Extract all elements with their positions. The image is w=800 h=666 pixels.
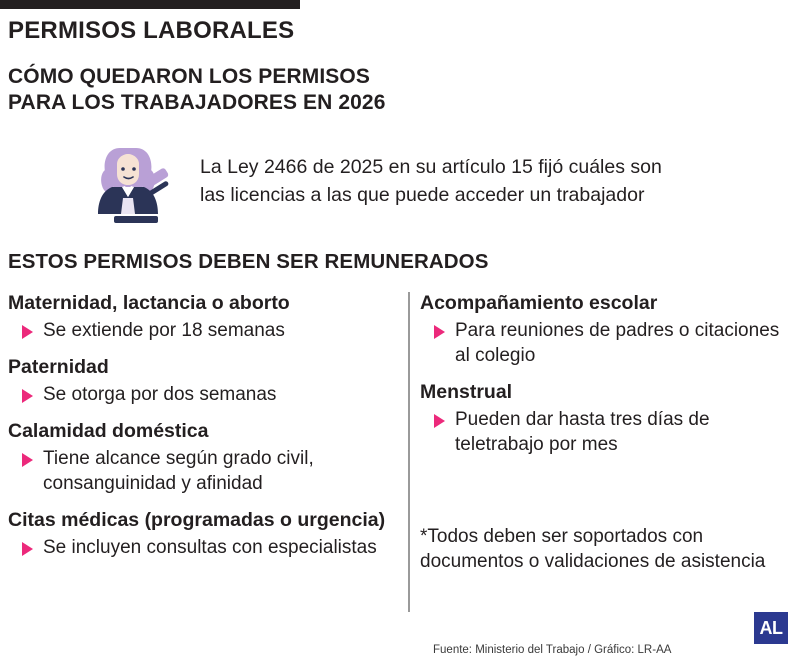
intro-text (200, 140, 662, 209)
permits-column-left (8, 292, 398, 573)
triangle-bullet-icon (434, 325, 445, 339)
permit-bullet (8, 318, 398, 343)
section-title: ESTOS PERMISOS DEBEN SER REMUNERADOS (8, 250, 489, 273)
footnote: *Todos deben ser soportados con documentos o validaciones de asistencia (420, 526, 766, 573)
intro-line-1: La Ley 2466 de 2025 en su artículo 15 fijó cuáles son (200, 156, 662, 178)
page-title (8, 64, 385, 115)
top-accent-bar (0, 0, 300, 9)
permit-title: Acompañamiento escolar (420, 292, 658, 314)
permit-title: Menstrual (420, 381, 513, 404)
permit-bullet-text: Se extiende por 18 semanas (43, 320, 285, 341)
triangle-bullet-icon (22, 453, 33, 467)
column-divider (408, 292, 410, 612)
triangle-bullet-icon (22, 325, 33, 339)
permit-item-citas-medicas (8, 509, 398, 560)
intro-line-2: las licencias a las que puede acceder un trabajador (200, 183, 645, 206)
permit-bullet (420, 407, 792, 457)
judge-gavel-icon (90, 140, 180, 228)
triangle-bullet-icon (22, 389, 33, 403)
permit-bullet-text: Pueden dar hasta tres días de teletrabajo por mes (455, 409, 710, 456)
permit-item-menstrual (420, 381, 792, 457)
permits-columns (8, 292, 792, 656)
permit-bullet (420, 318, 792, 368)
triangle-bullet-icon (22, 542, 33, 556)
permit-bullet-text: Se otorga por dos semanas (43, 384, 277, 406)
permit-item-paternidad (8, 356, 398, 407)
permit-title: Citas médicas (programadas o urgencia) (8, 509, 386, 532)
permit-item-calamidad (8, 420, 398, 496)
kicker-label: PERMISOS LABORALES (8, 17, 295, 44)
permit-bullet-text: Tiene alcance según grado civil, consanguinidad y afinidad (43, 448, 314, 495)
permit-bullet-text: Para reuniones de padres o citaciones al colegio (455, 320, 780, 367)
permit-title: Maternidad, lactancia o aborto (8, 292, 290, 314)
headline-line-2: PARA LOS TRABAJADORES EN 2026 (8, 90, 386, 114)
permit-bullet (8, 446, 398, 496)
permit-bullet (8, 535, 398, 560)
headline-line-1: CÓMO QUEDARON LOS PERMISOS (8, 65, 370, 88)
permit-title: Calamidad doméstica (8, 420, 209, 443)
permit-item-acompanamiento-escolar (420, 292, 792, 368)
triangle-bullet-icon (434, 414, 445, 428)
permits-column-right (420, 292, 792, 470)
source-credit: Fuente: Ministerio del Trabajo / Gráfico: LR-AA (433, 644, 672, 656)
permit-title: Paternidad (8, 356, 109, 379)
publisher-logo: AL (754, 612, 788, 644)
permit-bullet (8, 382, 398, 407)
intro-block (8, 140, 778, 228)
permit-bullet-text: Se incluyen consultas con especialistas (43, 537, 377, 559)
permit-item-maternidad (8, 292, 398, 343)
